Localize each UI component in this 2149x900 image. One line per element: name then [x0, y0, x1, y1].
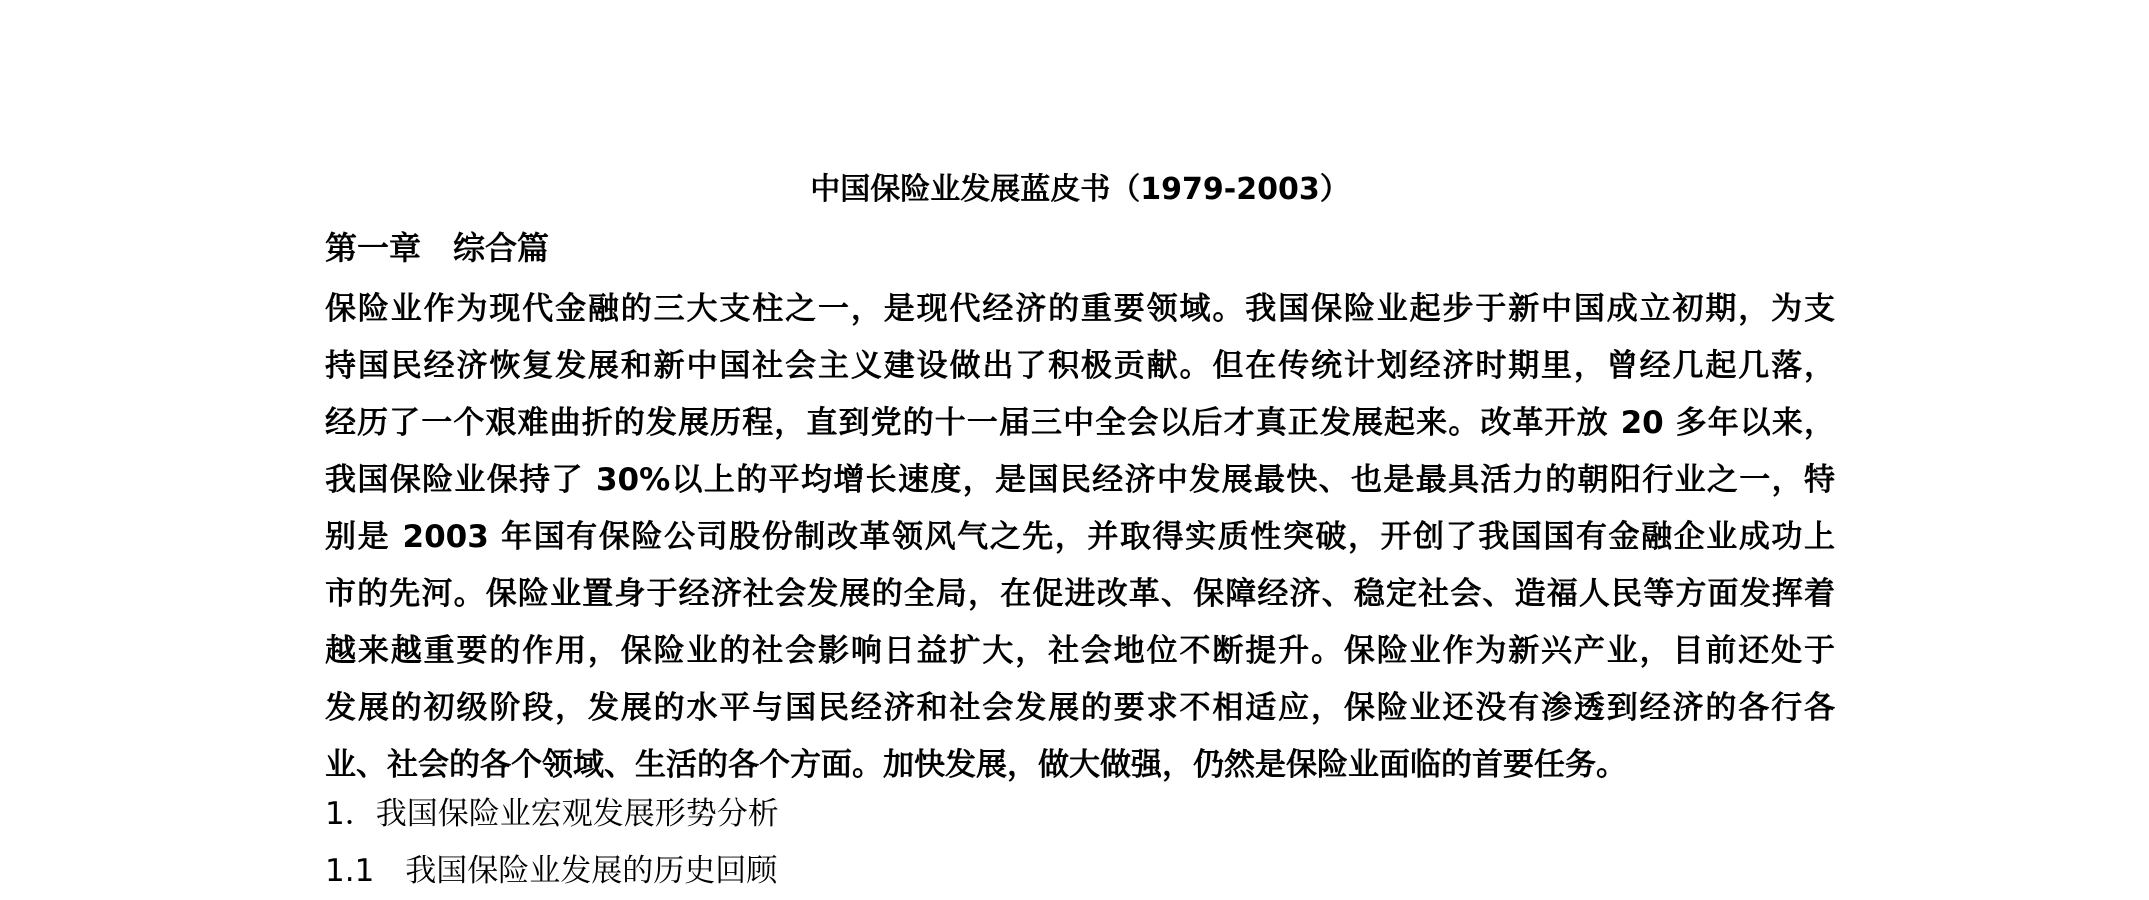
paragraph-line: 保险业作为现代金融的三大支柱之一，是现代经济的重要领域。我国保险业起步于新中国成立初期，为支 — [325, 291, 1835, 327]
paragraph-line: 持国民经济恢复发展和新中国社会主义建设做出了积极贡献。但在传统计划经济时期里，曾经几起几落， — [325, 348, 1835, 384]
section-heading-1: 1．我国保险业宏观发展形势分析 — [325, 796, 779, 832]
paragraph-line: 业、社会的各个领域、生活的各个方面。加快发展，做大做强，仍然是保险业面临的首要任务。 — [325, 747, 1627, 783]
body-paragraph — [325, 281, 1835, 794]
paragraph-line: 别是 2003 年国有保险公司股份制改革领风气之先，并取得实质性突破，开创了我国国有金融企业成功上 — [325, 519, 1835, 555]
chapter-heading: 第一章 综合篇 — [325, 229, 550, 267]
section-heading-1-1: 1.1 我国保险业发展的历史回顾 — [325, 853, 778, 889]
paragraph-line: 市的先河。保险业置身于经济社会发展的全局，在促进改革、保障经济、稳定社会、造福人民等方面发挥着 — [325, 576, 1835, 612]
paragraph-line: 越来越重要的作用，保险业的社会影响日益扩大，社会地位不断提升。保险业作为新兴产业，目前还处于 — [325, 633, 1835, 669]
paragraph-line: 发展的初级阶段，发展的水平与国民经济和社会发展的要求不相适应，保险业还没有渗透到经济的各行各 — [325, 690, 1835, 726]
paragraph-line: 我国保险业保持了 30%以上的平均增长速度，是国民经济中发展最快、也是最具活力的朝阳行业之一，特 — [325, 462, 1835, 498]
paragraph-line: 经历了一个艰难曲折的发展历程，直到党的十一届三中全会以后才真正发展起来。改革开放 20 多年以来， — [325, 405, 1835, 441]
document-title: 中国保险业发展蓝皮书（1979-2003） — [810, 172, 1350, 207]
